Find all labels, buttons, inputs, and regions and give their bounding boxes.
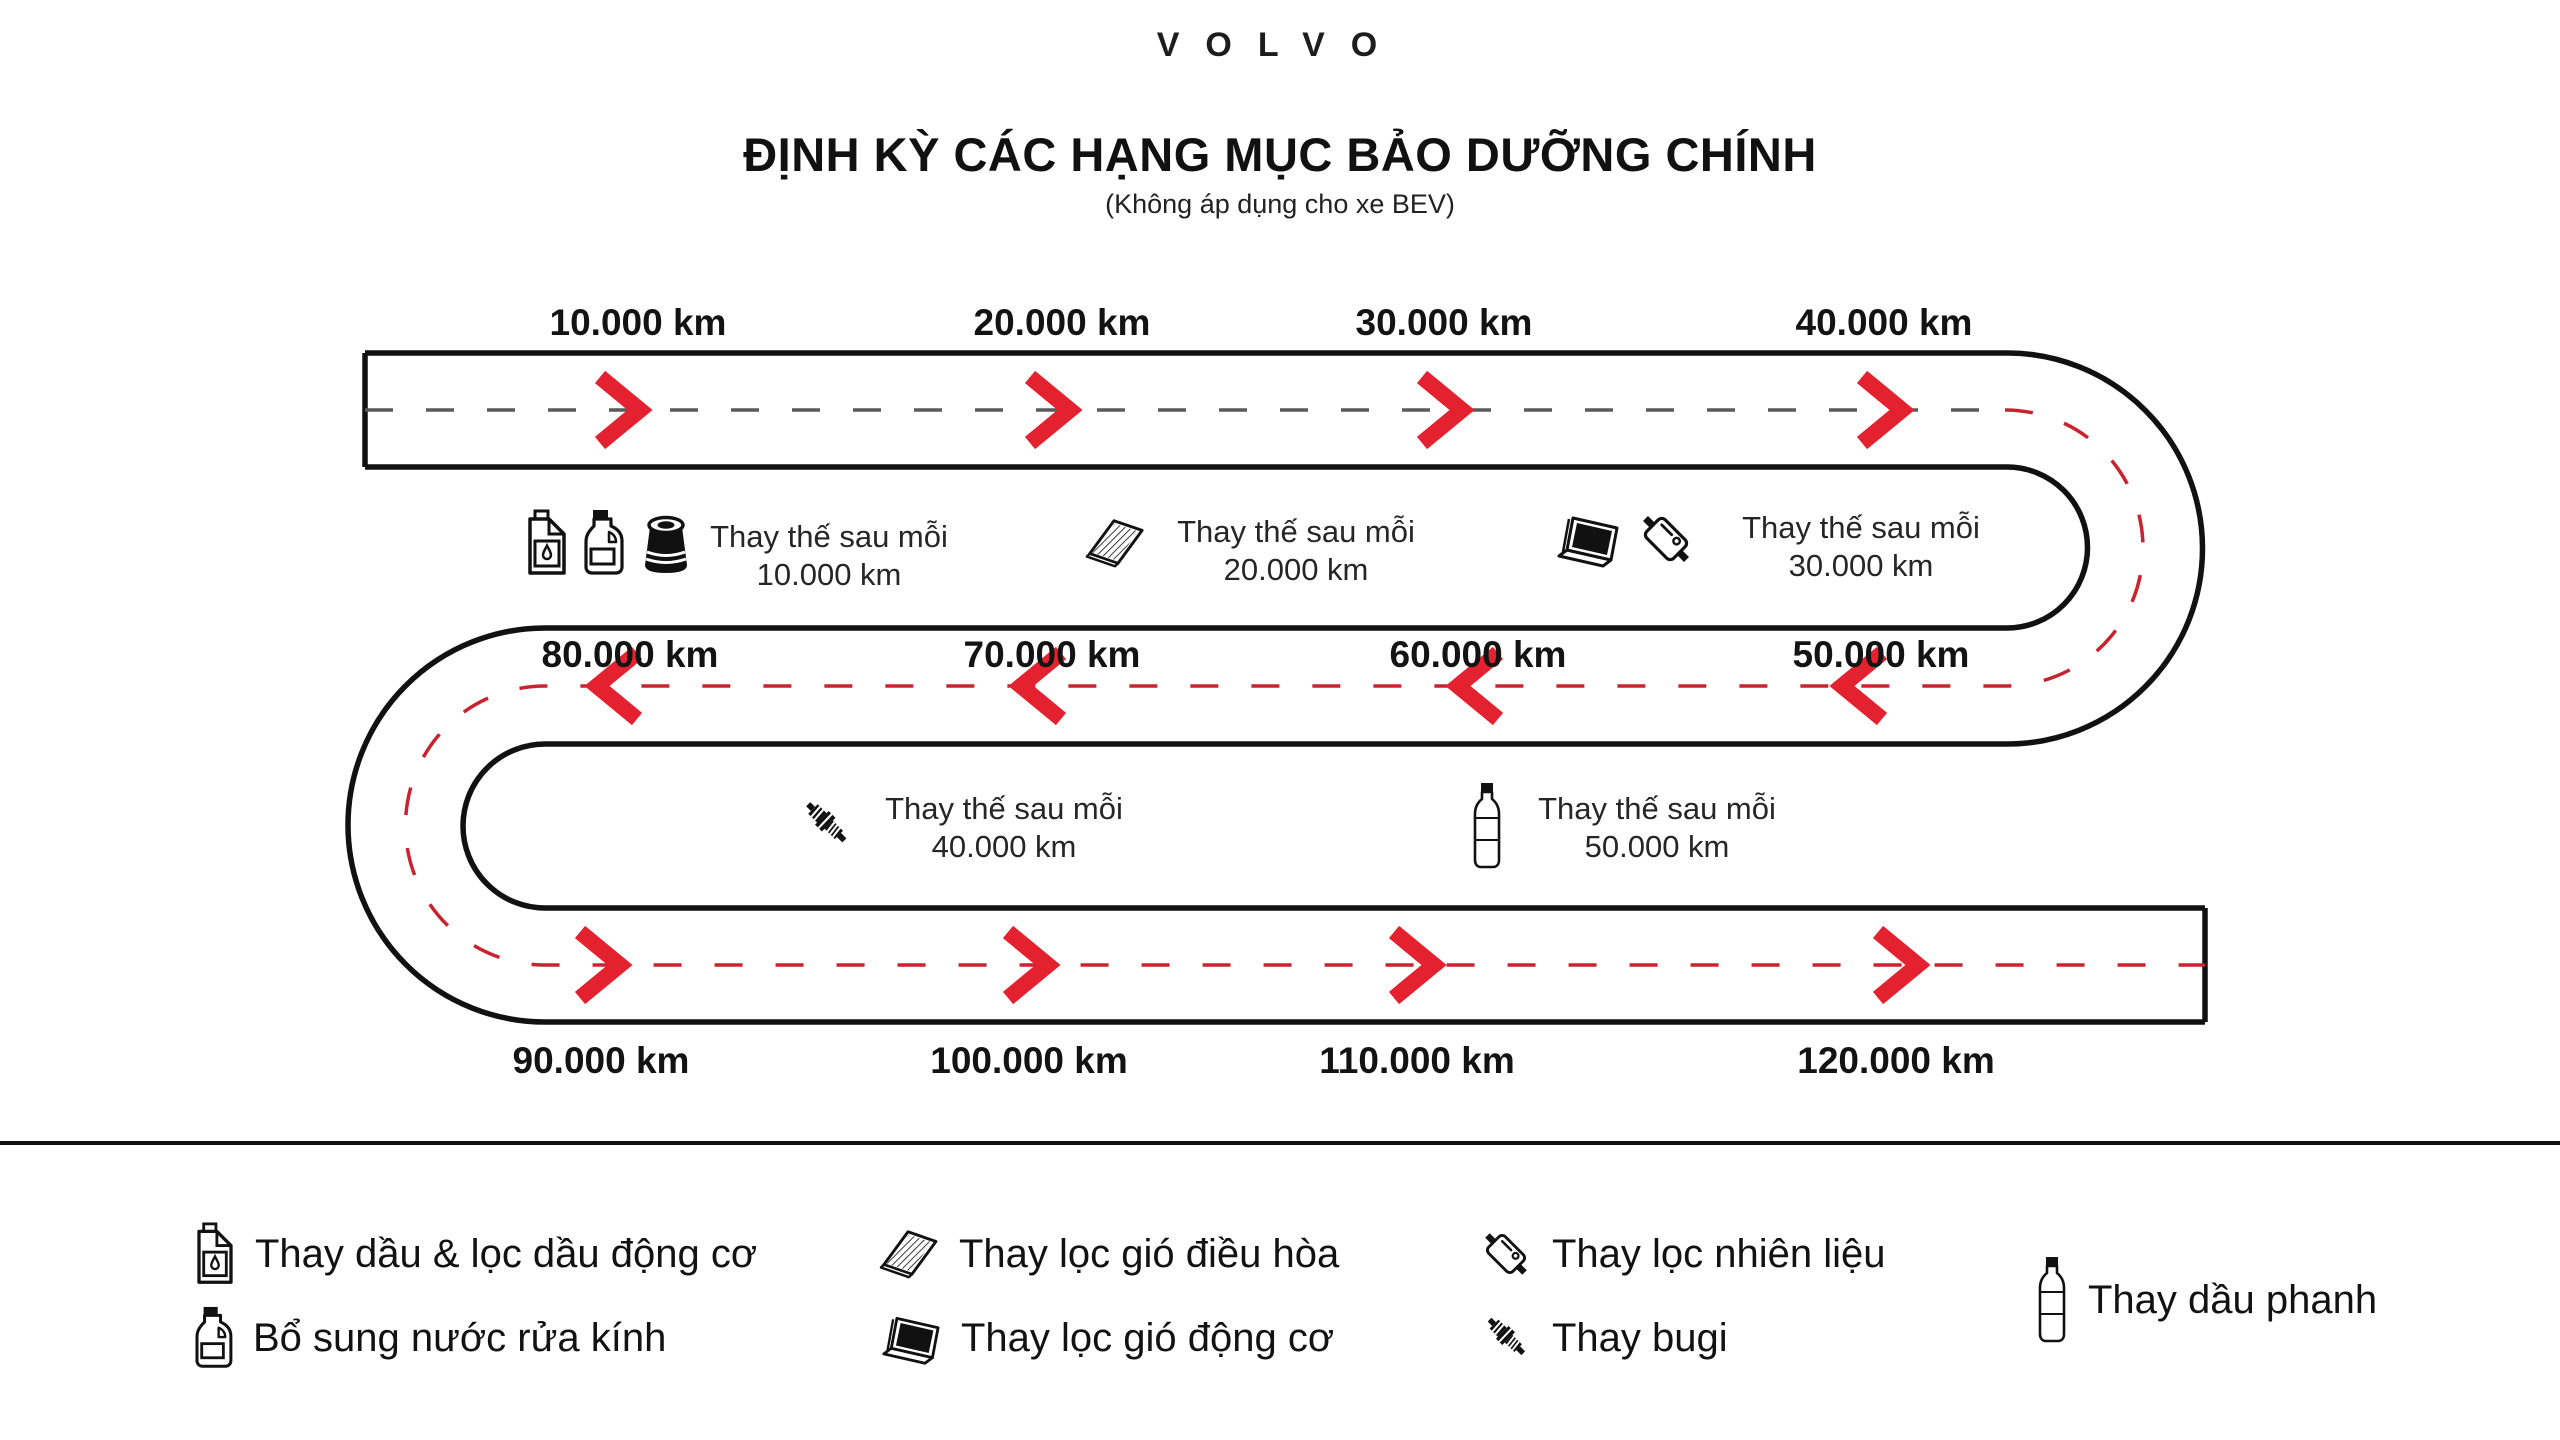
milestone-label: 40.000 km: [1795, 302, 1973, 343]
volvo-logo: VOLVO: [1156, 26, 1404, 64]
callout-line2: 20.000 km: [1223, 552, 1369, 587]
washer-bottle-icon: [580, 509, 626, 577]
fuel-filter-icon: [1635, 508, 1697, 570]
legend-item: [2034, 1256, 2377, 1344]
legend-label: Thay lọc nhiên liệu: [1552, 1231, 1886, 1276]
engine-air-filter-icon: [1553, 508, 1621, 570]
milestone-label: 30.000 km: [1355, 302, 1533, 343]
callout-text-30000: [1742, 509, 1980, 585]
engine-air-filter-icon: [877, 1309, 943, 1367]
milestone-label: 20.000 km: [973, 302, 1151, 343]
milestone-label: 90.000 km: [512, 1040, 690, 1081]
legend-label: Thay lọc gió điều hòa: [959, 1231, 1340, 1276]
track-centerline: [365, 410, 2205, 965]
legend-label: Thay dầu phanh: [2088, 1277, 2378, 1322]
callout-text-50000: [1538, 790, 1776, 866]
milestone-label: 70.000 km: [963, 634, 1141, 675]
callout-line2: 40.000 km: [931, 829, 1077, 864]
callout-icons-30000: [1553, 508, 1697, 570]
legend-item: [877, 1294, 1334, 1382]
page-subtitle: (Không áp dụng cho xe BEV): [1105, 189, 1455, 219]
callout-line1: Thay thế sau mỗi: [710, 519, 948, 554]
legend-label: Thay lọc gió động cơ: [961, 1315, 1335, 1360]
legend-label: Thay dầu & lọc dầu động cơ: [255, 1231, 758, 1276]
callout-icons-10000: [524, 509, 696, 577]
callout-icons-50000: [1468, 782, 1506, 870]
arrow-right-icon: [1862, 377, 1902, 443]
legend-item: [875, 1210, 1339, 1298]
callout-line2: 50.000 km: [1584, 829, 1730, 864]
callout-line1: Thay thế sau mỗi: [885, 791, 1123, 826]
legend-item: [191, 1294, 666, 1382]
page-title: ĐỊNH KỲ CÁC HẠNG MỤC BẢO DƯỠNG CHÍNH: [743, 128, 1817, 181]
brake-fluid-bottle-icon: [1468, 782, 1506, 870]
legend-label: Thay bugi: [1552, 1315, 1728, 1360]
legend-item: [1478, 1210, 1886, 1298]
callout-icons-20000: [1082, 514, 1146, 572]
callout-text-20000: [1177, 513, 1415, 589]
milestone-label: 120.000 km: [1797, 1040, 1995, 1081]
callout-line2: 30.000 km: [1788, 548, 1934, 583]
milestone-label: 100.000 km: [930, 1040, 1128, 1081]
oil-jug-icon: [524, 509, 570, 577]
milestone-label: 50.000 km: [1792, 634, 1970, 675]
washer-bottle-icon: [191, 1306, 235, 1370]
spark-plug-icon: [1482, 1309, 1534, 1367]
callout-icons-40000: [800, 793, 856, 855]
fuel-filter-icon: [1478, 1226, 1534, 1282]
legend-label: Bổ sung nước rửa kính: [253, 1315, 667, 1360]
milestone-label: 110.000 km: [1319, 1040, 1515, 1081]
legend-item: [193, 1210, 757, 1298]
legend-divider: [0, 1141, 2560, 1145]
cabin-air-filter-icon: [1082, 514, 1146, 572]
centerline-red-dashes: [406, 410, 2206, 965]
brake-fluid-bottle-icon: [2034, 1256, 2070, 1344]
milestone-label: 60.000 km: [1389, 634, 1567, 675]
callout-line1: Thay thế sau mỗi: [1742, 510, 1980, 545]
legend-item: [1482, 1294, 1728, 1382]
milestone-label: 80.000 km: [541, 634, 719, 675]
callout-line1: Thay thế sau mỗi: [1538, 791, 1776, 826]
cabin-air-filter-icon: [875, 1226, 941, 1282]
callout-line1: Thay thế sau mỗi: [1177, 514, 1415, 549]
milestone-label: 10.000 km: [549, 302, 727, 343]
callout-text-40000: [885, 790, 1123, 866]
callout-text-10000: [710, 518, 948, 594]
callout-line2: 10.000 km: [756, 557, 902, 592]
oil-jug-icon: [193, 1222, 237, 1286]
oil-filter-icon: [636, 511, 696, 577]
spark-plug-icon: [800, 793, 856, 855]
